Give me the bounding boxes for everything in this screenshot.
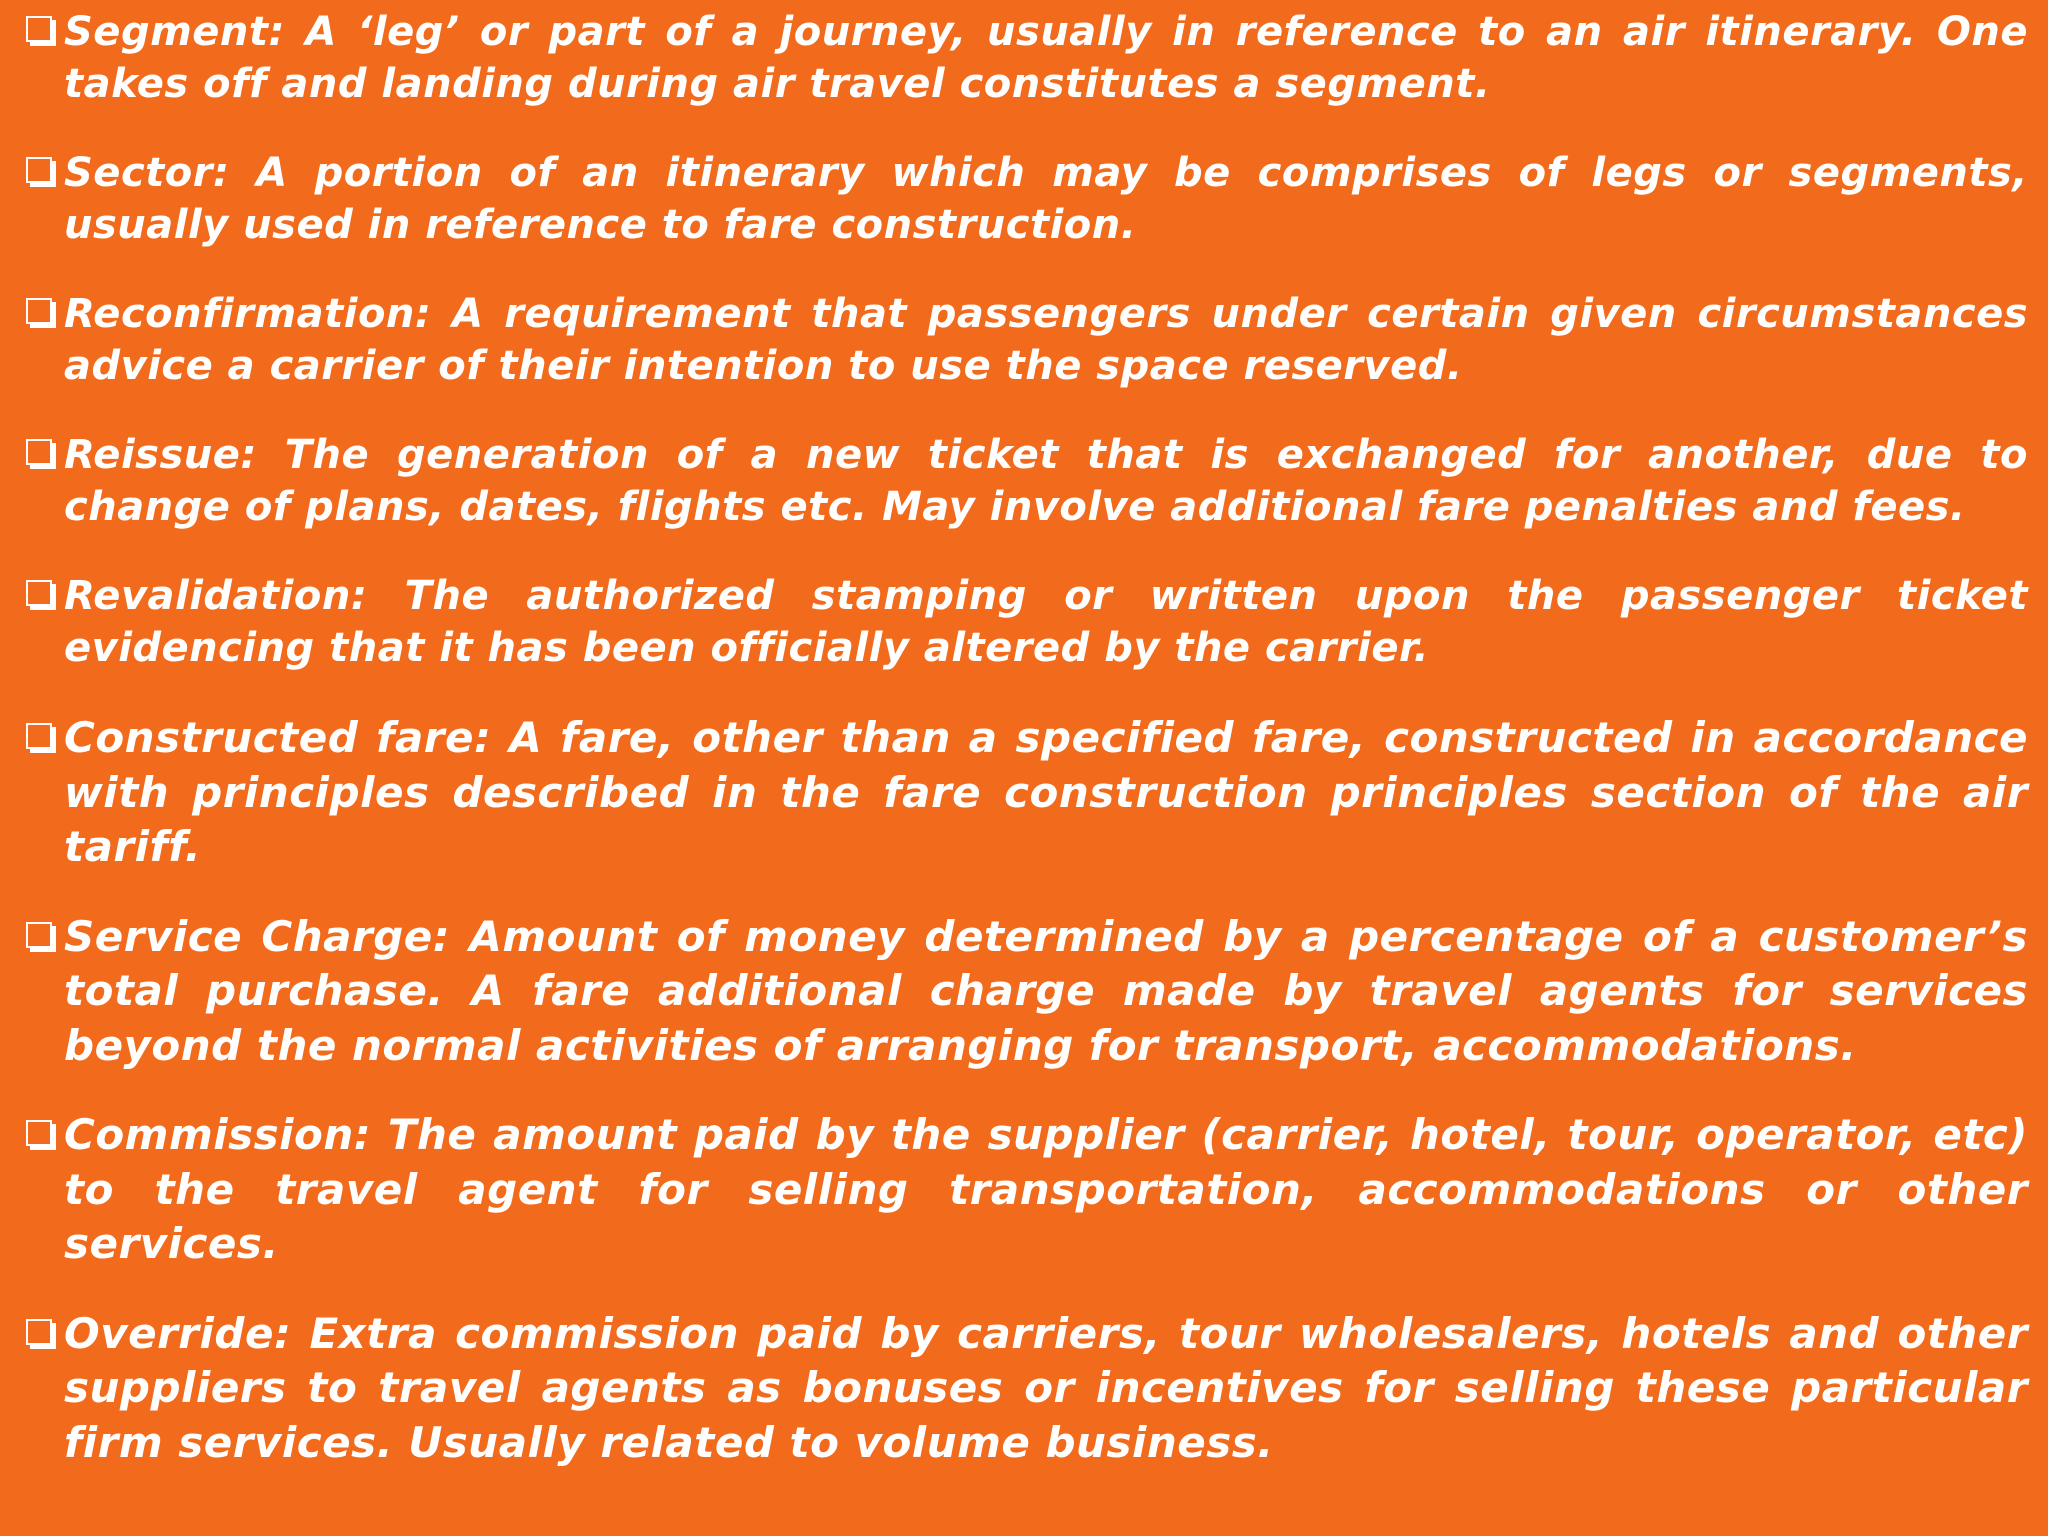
glossary-entry-override bbox=[26, 1307, 2028, 1471]
checkbox-bullet-icon bbox=[26, 723, 52, 749]
checkbox-bullet-icon bbox=[26, 1120, 52, 1146]
glossary-entry-service-charge bbox=[26, 910, 2028, 1074]
glossary-entry-revalidation bbox=[26, 570, 2028, 674]
entry-text: Constructed fare: A fare, other than a specified fare, constructed in accordance with principles described in the fare construction principles section of the air tariff. bbox=[64, 713, 2028, 871]
checkbox-bullet-icon bbox=[26, 1319, 52, 1345]
entry-text: Reissue: The generation of a new ticket that is exchanged for another, due to change of plans, dates, flights etc. May involve additional fare penalties and fees. bbox=[64, 432, 2028, 530]
checkbox-bullet-icon bbox=[26, 16, 52, 42]
glossary-entry-reconfirmation bbox=[26, 288, 2028, 392]
entry-text: Reconfirmation: A requirement that passengers under certain given circumstances advice a carrier of their intention to use the space reserved. bbox=[64, 291, 2028, 389]
checkbox-bullet-icon bbox=[26, 580, 52, 606]
glossary-entry-constructed-fare bbox=[26, 711, 2028, 875]
glossary-list bbox=[26, 6, 2028, 1505]
checkbox-bullet-icon bbox=[26, 439, 52, 465]
checkbox-bullet-icon bbox=[26, 922, 52, 948]
entry-text: Sector: A portion of an itinerary which may be comprises of legs or segments, usually used in reference to fare construction. bbox=[64, 150, 2028, 248]
checkbox-bullet-icon bbox=[26, 157, 52, 183]
glossary-entry-commission bbox=[26, 1108, 2028, 1272]
entry-text: Segment: A ‘leg’ or part of a journey, usually in reference to an air itinerary. One takes off and landing during air travel constitutes a segment. bbox=[64, 9, 2028, 107]
entry-text: Commission: The amount paid by the supplier (carrier, hotel, tour, operator, etc) to the travel agent for selling transportation, accommodations or other services. bbox=[64, 1110, 2028, 1268]
entry-text: Override: Extra commission paid by carriers, tour wholesalers, hotels and other suppliers to travel agents as bonuses or incentives for selling these particular firm services. Usually related to volume business. bbox=[64, 1308, 2028, 1467]
checkbox-bullet-icon bbox=[26, 298, 52, 324]
glossary-entry-segment bbox=[26, 6, 2028, 110]
glossary-entry-sector bbox=[26, 147, 2028, 251]
entry-text: Service Charge: Amount of money determined by a percentage of a customer’s total purchase. A fare additional charge made by travel agents for services beyond the normal activities of arranging for transport, accommodations. bbox=[64, 911, 2028, 1070]
entry-text: Revalidation: The authorized stamping or written upon the passenger ticket evidencing that it has been officially altered by the carrier. bbox=[64, 573, 2028, 671]
glossary-entry-reissue bbox=[26, 429, 2028, 533]
